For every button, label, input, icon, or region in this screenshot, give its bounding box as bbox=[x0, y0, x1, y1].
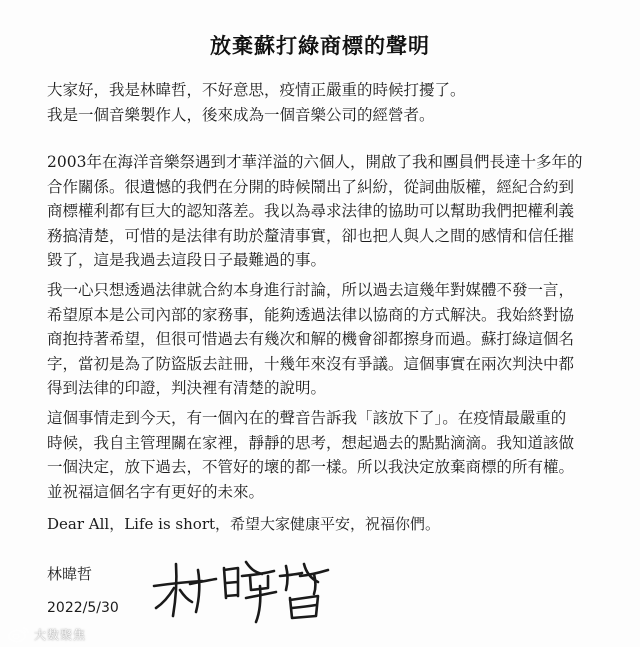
document-date: 2022/5/30 bbox=[47, 600, 119, 616]
paragraph-line: 希望原本是公司內部的家務事，能夠透過法律以協商的方式解決。我始終對協 bbox=[47, 305, 575, 324]
paragraph-line: 時候，我自主管理關在家裡，靜靜的思考，想起過去的點點滴滴。我知道該做 bbox=[47, 433, 575, 452]
paragraph-line: 得到法律的印證，判決裡有清楚的說明。 bbox=[47, 379, 327, 397]
paragraph-line: 務搞清楚，可惜的是法律有助於釐清事實，卻也把人與人之間的感情和信任摧 bbox=[47, 226, 575, 245]
paragraph-line: 字，當初是為了防盜版去註冊，十幾年來沒有爭議。這個事實在兩次判決中都 bbox=[47, 354, 575, 373]
watermark-text: 大数聚焦 bbox=[34, 627, 87, 642]
paragraph-legal bbox=[47, 278, 607, 401]
paragraph-line: 大家好，我是林暐哲，不好意思，疫情正嚴重的時候打擾了。 bbox=[47, 81, 466, 99]
document-title: 放棄蘇打綠商標的聲明 bbox=[210, 33, 430, 58]
paragraph-line: 我是一個音樂製作人，後來成為一個音樂公司的經營者。 bbox=[47, 105, 435, 124]
watermark bbox=[8, 624, 86, 644]
paragraph-line: 商標權利都有巨大的認知落差。我以為尋求法律的協助可以幫助我們把權利義 bbox=[47, 202, 575, 220]
paragraph-line: 商抱持著希望，但很可惜過去有幾次和解的機會卻都擦身而過。蘇打綠這個名 bbox=[47, 330, 575, 348]
paragraph-line: 一個決定，放下過去，不管好的壞的都一樣。所以我決定放棄商標的所有權。 bbox=[47, 458, 575, 476]
paragraph-history bbox=[47, 150, 607, 273]
paragraph-decision bbox=[47, 406, 607, 504]
paragraph-line: 合作關係。很遺憾的我們在分開的時候鬧出了糾紛，從詞曲版權，經紀合約到 bbox=[47, 177, 575, 196]
paragraph-line: 並祝福這個名字有更好的未來。 bbox=[47, 482, 265, 501]
paragraph-closing bbox=[47, 512, 607, 537]
paragraph-line: 我一心只想透過法律就合約本身進行討論，所以過去這幾年對媒體不發一言， bbox=[47, 281, 575, 299]
weibo-logo-icon bbox=[8, 625, 30, 643]
paragraph-line: Dear All，Life is short，希望大家健康平安，祝福你們。 bbox=[47, 515, 441, 533]
paragraph-line: 毀了，這是我過去這段日子最難過的事。 bbox=[47, 251, 327, 269]
paragraph-line: 這個事情走到今天，有一個內在的聲音告訴我「該放下了」。在疫情最嚴重的 bbox=[47, 409, 567, 427]
paragraph-greeting bbox=[47, 78, 607, 127]
handwritten-signature bbox=[150, 546, 350, 626]
author-name: 林暐哲 bbox=[47, 565, 93, 583]
paragraph-line: 2003年在海洋音樂祭遇到才華洋溢的六個人，開啟了我和團員們長達十多年的 bbox=[47, 153, 583, 171]
